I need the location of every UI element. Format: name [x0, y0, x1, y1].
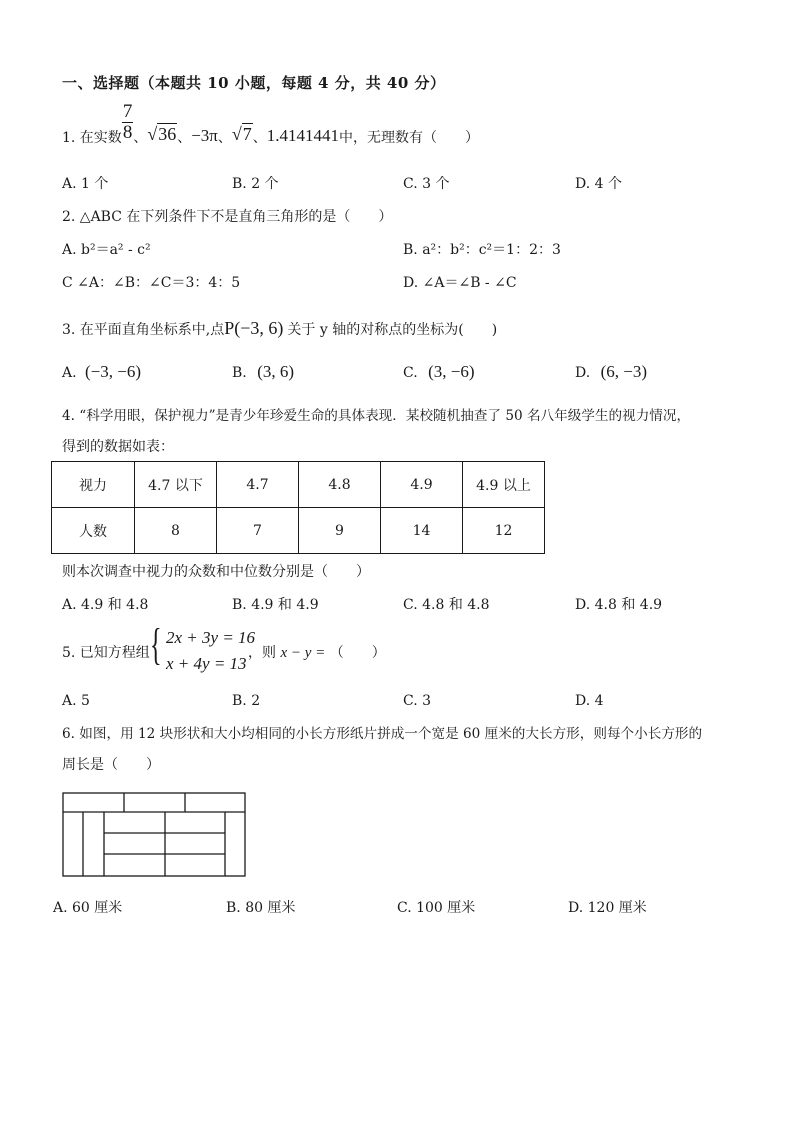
- q5-option-d[interactable]: D. 4: [575, 693, 604, 709]
- question-4-question: 则本次调查中视力的众数和中位数分别是（ ）: [62, 564, 370, 580]
- q1-suffix: 中，无理数有（ ）: [339, 130, 480, 147]
- table-cell: 9: [299, 508, 381, 554]
- q1-decimal: 1.4141441: [266, 126, 340, 146]
- q1-separator: 、: [252, 130, 267, 147]
- q3-prefix: 3. 在平面直角坐标系中,点: [62, 322, 225, 338]
- q3-option-b[interactable]: [232, 362, 294, 382]
- table-cell: 4.7: [217, 462, 299, 508]
- q1-sqrt-7: √7: [231, 124, 252, 145]
- vision-data-table: [51, 461, 545, 554]
- q2-option-c[interactable]: C ∠A：∠B：∠C＝3：4：5: [62, 275, 241, 291]
- q1-option-c[interactable]: C. 3 个: [403, 176, 450, 192]
- q3-option-d-label: D.: [575, 365, 591, 381]
- q1-neg-pi: −3π: [191, 126, 218, 146]
- q3-option-c[interactable]: [403, 362, 475, 382]
- q5-expression: x − y =: [280, 645, 326, 661]
- table-cell: 人数: [52, 508, 135, 554]
- table-row: [52, 508, 545, 554]
- q4-option-d[interactable]: D. 4.8 和 4.9: [575, 597, 663, 613]
- q5-option-a[interactable]: A. 5: [62, 693, 90, 709]
- table-cell: 14: [381, 508, 463, 554]
- q1-sqrt-7-radicand: 7: [242, 124, 252, 145]
- q3-option-b-value: (3, 6): [257, 362, 295, 381]
- q1-fraction-numerator: 7: [122, 101, 133, 122]
- q2-option-d[interactable]: D. ∠A＝∠B - ∠C: [403, 275, 517, 291]
- q3-option-a[interactable]: [62, 362, 141, 382]
- question-6-stem-line2: 周长是（ ）: [62, 757, 160, 773]
- q5-suffix-word: ，则: [248, 645, 276, 661]
- q2-option-b[interactable]: B. a²：b²：c²＝1：2：3: [403, 242, 561, 258]
- q5-equation-1: 2x + 3y = 16: [166, 628, 256, 647]
- table-cell: 4.7 以下: [135, 462, 217, 508]
- q1-option-b[interactable]: B. 2 个: [232, 176, 279, 192]
- table-cell: 7: [217, 508, 299, 554]
- table-cell: 4.9 以上: [463, 462, 545, 508]
- question-5-prefix: 5. 已知方程组: [62, 645, 150, 661]
- q1-sqrt-36: √36: [147, 124, 177, 145]
- question-3-stem: [62, 318, 497, 339]
- rectangle-tiling-figure: [62, 792, 248, 878]
- q3-option-a-label: A.: [62, 365, 77, 381]
- question-1: [62, 101, 480, 166]
- q1-separator: 、: [133, 130, 148, 147]
- q3-option-d-value: (6, −3): [600, 362, 648, 381]
- q6-option-c[interactable]: C. 100 厘米: [397, 900, 476, 916]
- q4-option-a[interactable]: A. 4.9 和 4.8: [62, 597, 149, 613]
- q1-sqrt-36-radicand: 36: [158, 124, 177, 145]
- q3-point: P(−3, 6): [224, 318, 284, 338]
- q6-option-a[interactable]: A. 60 厘米: [53, 900, 123, 916]
- q3-option-d[interactable]: [575, 362, 647, 382]
- q3-option-b-label: B.: [232, 365, 247, 381]
- question-5-suffix: [248, 642, 386, 662]
- section-title: 一、选择题（本题共 10 小题，每题 4 分，共 40 分）: [62, 74, 446, 92]
- table-cell: 4.9: [381, 462, 463, 508]
- q1-fraction-denominator: 8: [122, 121, 133, 143]
- q1-option-a[interactable]: A. 1 个: [62, 176, 109, 192]
- table-cell: 视力: [52, 462, 135, 508]
- q6-option-b[interactable]: B. 80 厘米: [226, 900, 296, 916]
- q6-option-d[interactable]: D. 120 厘米: [568, 900, 647, 916]
- q3-option-a-value: (−3, −6): [85, 362, 142, 381]
- question-4-stem-line2: 得到的数据如表：: [62, 439, 174, 455]
- q1-fraction: [122, 102, 134, 143]
- q5-option-b[interactable]: B. 2: [232, 693, 261, 709]
- question-4-stem-line1: 4. “科学用眼，保护视力”是青少年珍爱生命的具体表现．某校随机抽查了 50 名八年级学生的视力情况，: [62, 408, 691, 424]
- table-cell: 8: [135, 508, 217, 554]
- q3-option-c-value: (3, −6): [428, 362, 475, 381]
- q4-option-c[interactable]: C. 4.8 和 4.8: [403, 597, 490, 613]
- q1-separator: 、: [217, 130, 232, 147]
- q5-option-c[interactable]: C. 3: [403, 693, 432, 709]
- q1-separator: 、: [177, 130, 192, 147]
- question-2-stem: 2. △ABC 在下列条件下不是直角三角形的是（ ）: [62, 209, 393, 225]
- q5-paren: （ ）: [329, 645, 386, 661]
- equation-system-brace: {: [150, 620, 162, 669]
- q5-equation-2: x + 4y = 13: [166, 654, 247, 673]
- outer-rectangle: [63, 793, 245, 876]
- q2-option-a[interactable]: A. b²＝a² - c²: [62, 242, 151, 258]
- table-cell: 4.8: [299, 462, 381, 508]
- q4-option-b[interactable]: B. 4.9 和 4.9: [232, 597, 319, 613]
- q1-prefix: 1. 在实数: [62, 130, 122, 147]
- table-header-row: [52, 462, 545, 508]
- table-cell: 12: [463, 508, 545, 554]
- question-6-stem-line1: 6. 如图，用 12 块形状和大小均相同的小长方形纸片拼成一个宽是 60 厘米的大长方形，则每个小长方形的: [62, 726, 703, 742]
- q3-suffix: 关于 y 轴的对称点的坐标为( ): [287, 322, 498, 338]
- q1-option-d[interactable]: D. 4 个: [575, 176, 622, 192]
- q3-option-c-label: C.: [403, 365, 418, 381]
